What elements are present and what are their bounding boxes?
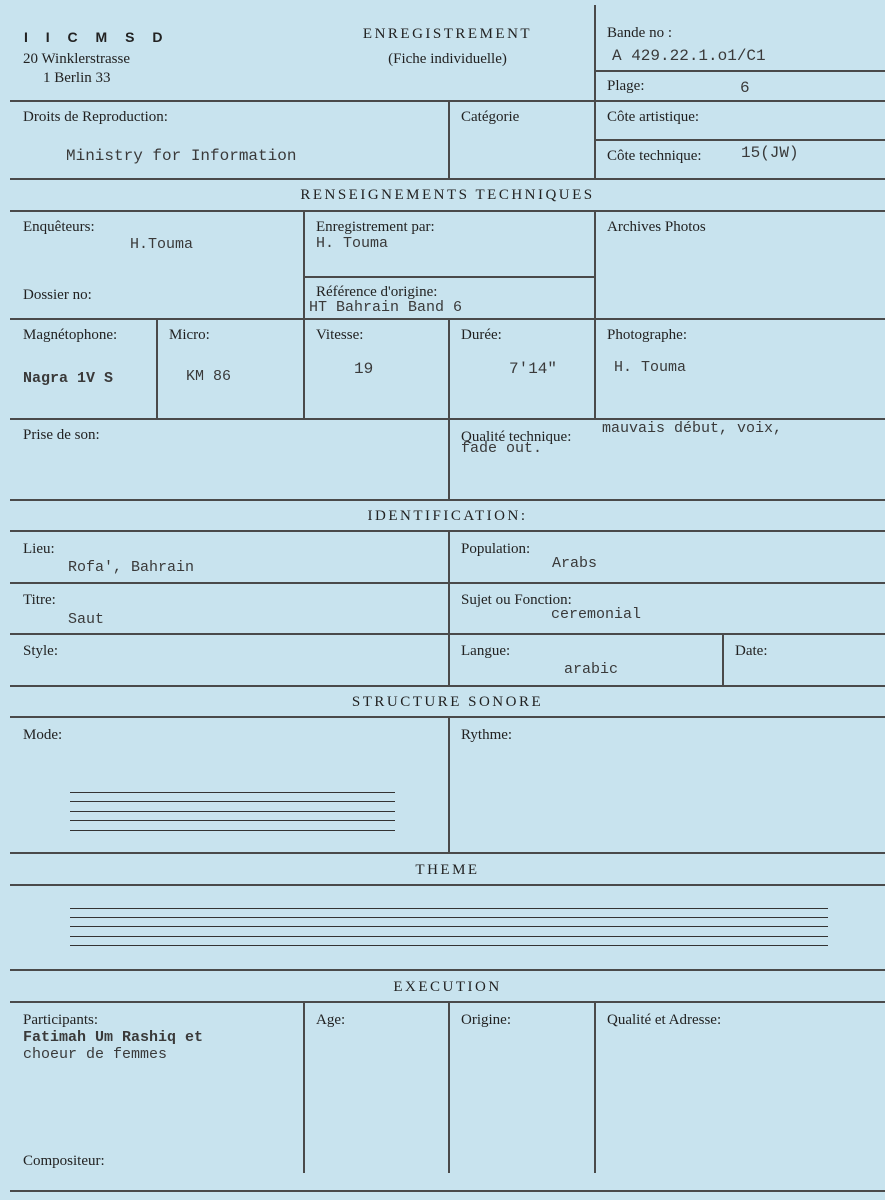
cote-technique-value: 15(JW)	[741, 144, 799, 162]
langue-value: arabic	[564, 661, 619, 678]
divider	[10, 210, 885, 212]
archives-label: Archives Photos	[607, 219, 706, 235]
plage-label: Plage:	[607, 78, 645, 94]
form-subtitle: (Fiche individuelle)	[388, 51, 507, 67]
lieu-label: Lieu:	[23, 541, 55, 557]
dossier-label: Dossier no:	[23, 287, 92, 303]
reference-label: Référence d'origine:	[316, 284, 438, 300]
photographe-label: Photographe:	[607, 327, 687, 343]
divider	[448, 716, 450, 852]
droits-label: Droits de Reproduction:	[23, 109, 168, 125]
reference-value: HT Bahrain Band 6	[309, 299, 463, 316]
qualite-label: Qualité technique:	[461, 429, 572, 445]
langue-label: Langue:	[461, 643, 511, 659]
date-label: Date:	[735, 643, 768, 659]
divider	[448, 530, 450, 685]
sujet-label: Sujet ou Fonction:	[461, 592, 572, 608]
qualite-value: mauvais début, voix,	[602, 420, 783, 437]
micro-label: Micro:	[169, 327, 210, 343]
divider	[10, 178, 885, 180]
bande-label: Bande no :	[607, 25, 672, 41]
divider	[10, 685, 885, 687]
style-label: Style:	[23, 643, 59, 659]
categorie-label: Catégorie	[461, 109, 520, 125]
micro-value: KM 86	[186, 368, 232, 385]
section-title: STRUCTURE SONORE	[351, 694, 544, 710]
vitesse-label: Vitesse:	[316, 327, 364, 343]
enqueteurs-label: Enquêteurs:	[23, 219, 95, 235]
divider	[10, 969, 885, 971]
section-title: RENSEIGNEMENTS TECHNIQUES	[300, 187, 595, 203]
divider	[303, 276, 594, 278]
sujet-value: ceremonial	[551, 606, 642, 623]
org-logo: I I C M S D	[24, 29, 170, 45]
divider	[448, 1001, 450, 1173]
divider	[448, 318, 450, 499]
divider	[10, 884, 885, 886]
divider	[156, 318, 158, 418]
divider	[594, 139, 885, 141]
address-line: 20 Winklerstrasse	[23, 51, 131, 67]
section-title: IDENTIFICATION:	[367, 508, 528, 524]
address-line: 1 Berlin 33	[43, 70, 111, 86]
plage-value: 6	[740, 79, 750, 97]
divider	[10, 1190, 885, 1192]
qualite-adresse-label: Qualité et Adresse:	[607, 1012, 722, 1028]
divider	[448, 100, 450, 178]
cote-artistique-label: Côte artistique:	[607, 109, 700, 125]
lieu-value: Rofa', Bahrain	[68, 559, 195, 576]
cote-technique-label: Côte technique:	[607, 148, 702, 164]
droits-value: Ministry for Information	[66, 147, 297, 165]
vitesse-value: 19	[354, 360, 374, 378]
photographe-value: H. Touma	[614, 359, 687, 376]
age-label: Age:	[316, 1012, 346, 1028]
divider	[722, 633, 724, 685]
bande-value: A 429.22.1.o1/C1	[612, 47, 766, 65]
divider	[594, 210, 596, 418]
origine-label: Origine:	[461, 1012, 511, 1028]
divider	[303, 210, 305, 418]
form-title: ENREGISTREMENT	[362, 26, 533, 42]
titre-value: Saut	[68, 611, 105, 628]
enregistrement-par-label: Enregistrement par:	[316, 219, 435, 235]
enqueteurs-value: H.Touma	[130, 236, 194, 253]
divider	[10, 499, 885, 501]
qualite-value: fade out.	[461, 440, 543, 457]
magnetophone-label: Magnétophone:	[23, 327, 118, 343]
population-value: Arabs	[552, 555, 598, 572]
duree-label: Durée:	[461, 327, 502, 343]
prise-label: Prise de son:	[23, 427, 100, 443]
divider	[594, 70, 885, 72]
compositeur-label: Compositeur:	[23, 1153, 105, 1169]
titre-label: Titre:	[23, 592, 56, 608]
rythme-label: Rythme:	[461, 727, 513, 743]
duree-value: 7'14"	[509, 360, 558, 378]
enregistrement-par-value: H. Touma	[316, 235, 389, 252]
participants-label: Participants:	[23, 1012, 98, 1028]
divider	[594, 1001, 596, 1173]
participants-value: choeur de femmes	[23, 1046, 168, 1063]
divider	[10, 852, 885, 854]
divider	[303, 1001, 305, 1173]
divider	[594, 100, 596, 178]
magnetophone-value: Nagra 1V S	[23, 370, 114, 387]
population-label: Population:	[461, 541, 531, 557]
participants-value: Fatimah Um Rashiq et	[23, 1029, 204, 1046]
section-title: THEME	[415, 862, 480, 878]
section-title: EXECUTION	[393, 979, 502, 995]
mode-label: Mode:	[23, 727, 63, 743]
